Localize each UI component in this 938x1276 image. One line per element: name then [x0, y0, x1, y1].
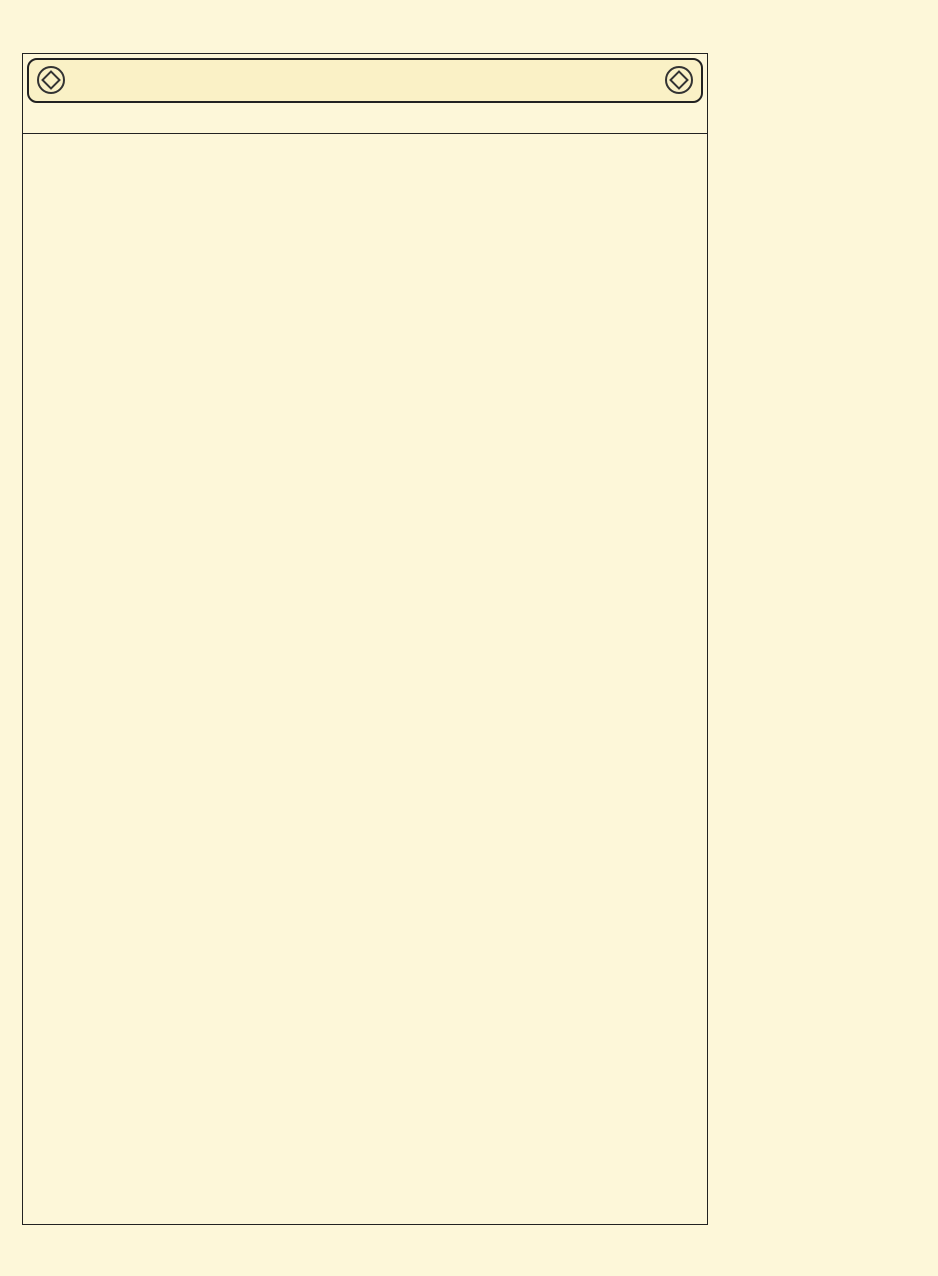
ornament-icon: [665, 66, 693, 94]
divider: [22, 133, 708, 134]
ornament-icon: [37, 66, 65, 94]
page-frame: [22, 53, 708, 1225]
side-bismillah-arabic: [709, 58, 735, 118]
surah-banner: [27, 58, 703, 103]
